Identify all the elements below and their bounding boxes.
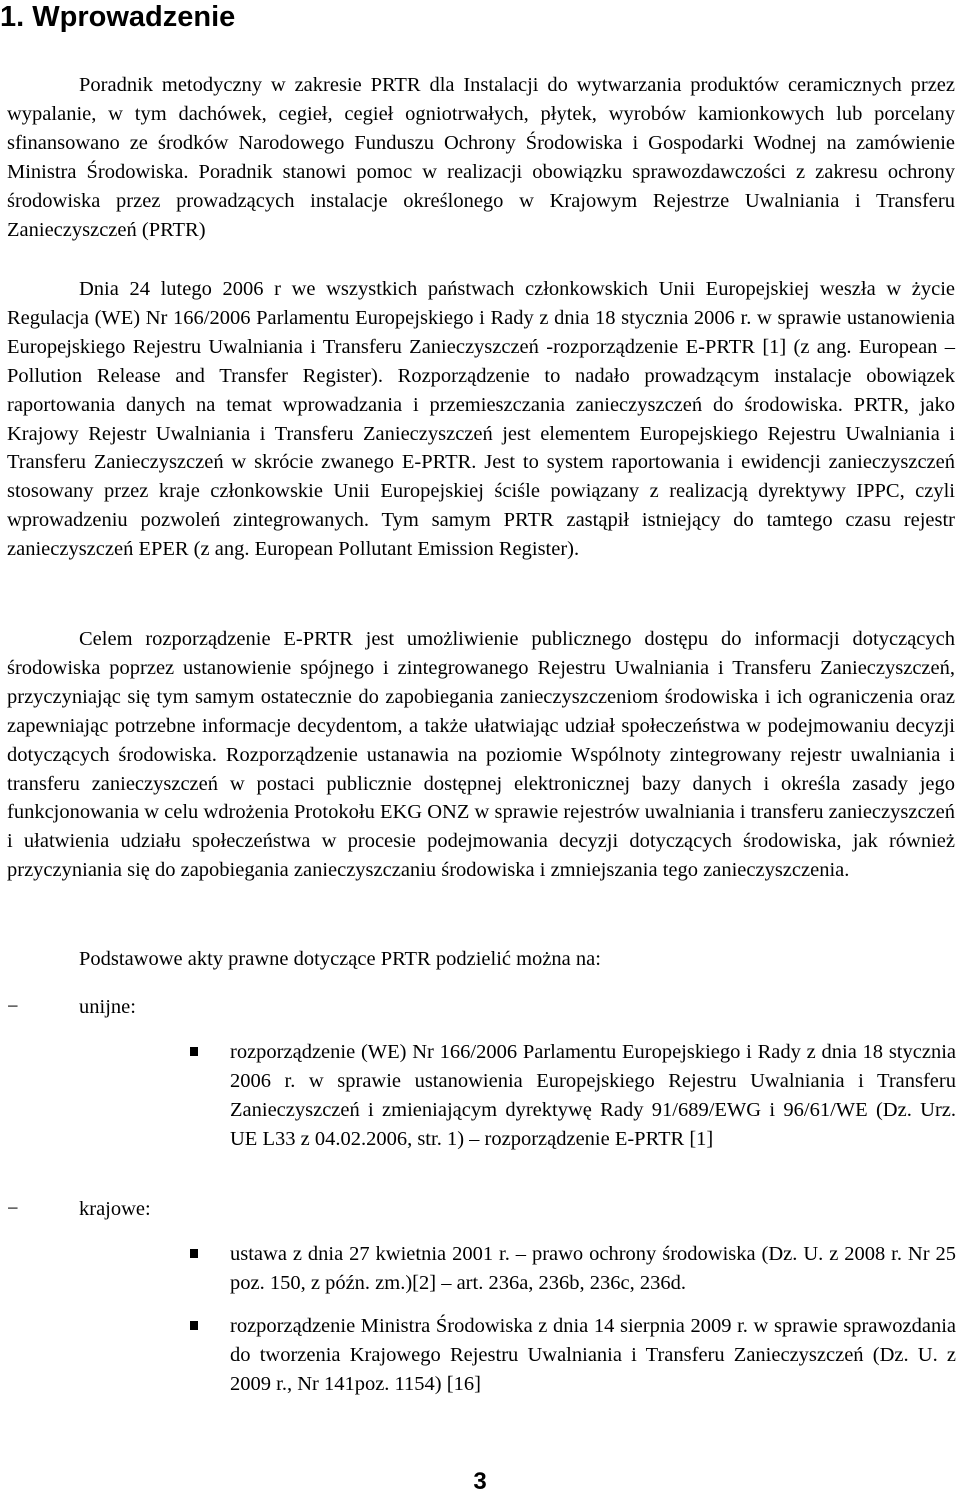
list-item (190, 1312, 956, 1399)
list-item-text: rozporządzenie Ministra Środowiska z dnia 14 sierpnia 2009 r. w sprawie sprawozdania do tworzenia Krajowego Rejestru Uwalniania i Transferu Zanieczyszczeń (Dz. U. z 2009 r., Nr 141poz. 1154) [16] (230, 1315, 956, 1395)
intro-paragraph-2 (7, 275, 955, 564)
paragraph-text: Dnia 24 lutego 2006 r we wszystkich państwach członkowskich Unii Europejskiej weszła w życie Regulacja (WE) Nr 166/2006 Parlamentu Europejskiego i Rady z dnia 18 stycznia 2006 r. w sprawie ustanowienia Europejskiego Rejestru Uwalniania i Transferu Zanieczyszczeń -rozporządzenie E-PRTR [1] (z ang. European – Pollution Release and Transfer Register). Rozporządzenie to nadało prowadzącym instalacje obowiązek raportowania danych na temat wprowadzania i przemieszczania zanieczyszczeń do środowiska. PRTR, jako Krajowy Rejestr Uwalniania i Transferu Zanieczyszczeń jest elementem Europejskiego Rejestru Uwalniania i Transferu Zanieczyszczeń w skrócie zwanego E-PRTR. Jest to system raportowania i ewidencji zanieczyszczeń stosowany przez kraje członkowskie Unii Europejskiej ściśle powiązany z realizacją dyrektywy IPPC, czyli wprowadzeniu pozwoleń zintegrowanych. Tym samym PRTR zastąpił istniejący do tamtego czasu rejestr zanieczyszczeń EPER (z ang. European Pollutant Emission Register). (7, 278, 955, 561)
national-acts-label (7, 1195, 151, 1224)
intro-paragraph-1 (7, 71, 955, 244)
paragraph-text: Poradnik metodyczny w zakresie PRTR dla Instalacji do wytwarzania produktów ceramicznych przez wypalanie, w tym dachówek, cegieł, cegieł ogniotrwałych, płytek, wyrobów kamionkowych lub porcelany sfinansowano ze środków Narodowego Funduszu Ochrony Środowiska i Gospodarki Wodnej na zamówienie Ministra Środowiska. Poradnik stanowi pomoc w realizacji obowiązku sprawozdawczości z zakresu ochrony środowiska przez prowadzących instalacje określonego w Krajowym Rejestrze Uwalniania i Transferu Zanieczyszczeń (PRTR) (7, 74, 955, 241)
list-item (190, 1038, 956, 1154)
page-number: 3 (473, 1468, 487, 1495)
eu-acts-label-text: unijne: (79, 996, 136, 1018)
list-item (190, 1240, 956, 1298)
dash-icon: − (7, 996, 19, 1018)
national-acts-label-text: krajowe: (79, 1198, 151, 1220)
list-item-text: ustawa z dnia 27 kwietnia 2001 r. – prawo ochrony środowiska (Dz. U. z 2008 r. Nr 25 poz. 150, z późn. zm.)[2] – art. 236a, 236b, 236c, 236d. (230, 1243, 956, 1294)
eu-acts-label (7, 993, 136, 1022)
paragraph-text: Celem rozporządzenie E-PRTR jest umożliwienie publicznego dostępu do informacji dotyczących środowiska poprzez ustanowienie spójnego i zintegrowanego Rejestru Uwalniania i Transferu Zanieczyszczeń, przyczyniając się tym samym ostatecznie do zapobiegania zanieczyszczeniom środowiska i ich ograniczenia oraz zapewniając potrzebne informacje decydentom, a także ułatwiając udział społeczeństwa w podejmowaniu decyzji dotyczących środowiska. Rozporządzenie ustanawia na poziomie Wspólnoty zintegrowany rejestr uwalniania i transferu zanieczyszczeń w postaci publicznie dostępnej elektronicznej bazy danych i określa zasady jego funkcjonowania w celu wdrożenia Protokołu EKG ONZ w sprawie rejestrów uwalniania i transferu zanieczyszczeń i ułatwienia udziału społeczeństwa w procesie podejmowania decyzji dotyczących środowiska, jak również przyczyniania się do zapobiegania zanieczyszczaniu środowiska i zmniejszania tego zanieczyszczenia. (7, 628, 955, 882)
national-acts-list (190, 1240, 956, 1399)
section-heading: 1. Wprowadzenie (0, 1, 236, 33)
list-item-text: rozporządzenie (WE) Nr 166/2006 Parlamentu Europejskiego i Rady z dnia 18 stycznia 2006 r. w sprawie ustanowienia Europejskiego Rejestru Uwalniania i Transferu Zanieczyszczeń i zmieniającym dyrektywę Rady 91/689/EWG i 96/61/WE (Dz. Urz. UE L33 z 04.02.2006, str. 1) – rozporządzenie E-PRTR [1] (230, 1041, 956, 1150)
intro-paragraph-3 (7, 625, 955, 885)
eu-acts-list (190, 1038, 956, 1154)
paragraph-text: Podstawowe akty prawne dotyczące PRTR podzielić można na: (79, 948, 601, 970)
square-bullet-icon (190, 1321, 198, 1330)
square-bullet-icon (190, 1047, 198, 1056)
square-bullet-icon (190, 1249, 198, 1258)
dash-icon: − (7, 1198, 19, 1220)
intro-paragraph-4 (7, 945, 955, 974)
